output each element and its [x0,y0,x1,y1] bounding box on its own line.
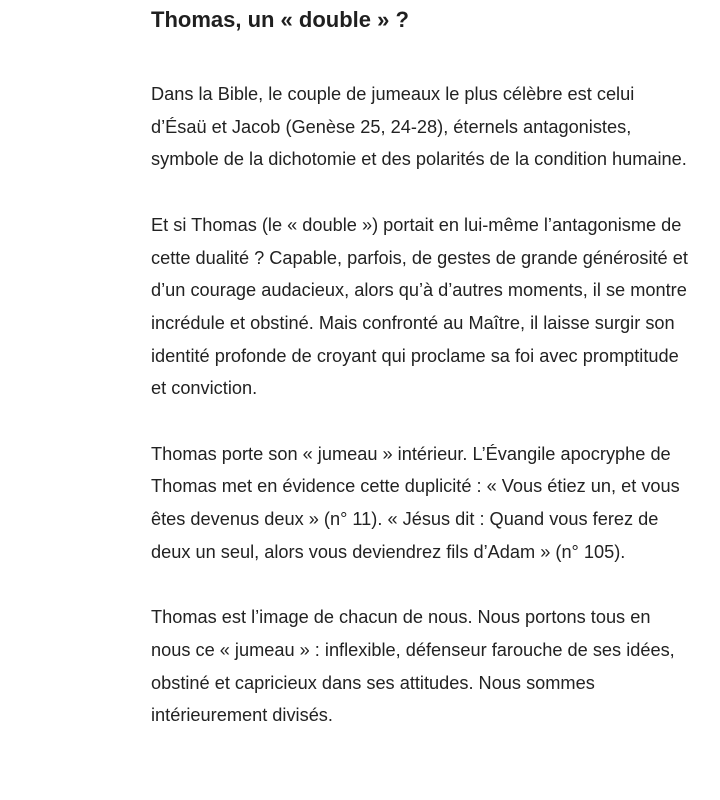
paragraph-image-of-us: Thomas est l’image de chacun de nous. Nous portons tous en nous ce « jumeau » : inflexible, défenseur farouche de ses idées, obstiné et capricieux dans ses attitudes. Nous sommes intérieurement divisés. [151,607,675,726]
paragraph-inner-twin: Thomas porte son « jumeau » intérieur. L’Évangile apocryphe de Thomas met en évidence cette duplicité : « Vous étiez un, et vous êtes devenus deux » (n° 11). « Jésus dit : Quand vous ferez de deux un seul, alors vous deviendrez fils d’Adam » (n° 105). [151,443,680,562]
paragraph-esau-jacob: Dans la Bible, le couple de jumeaux le plus célèbre est celui d’Ésaü et Jacob (Genèse 25, 24-28), éternels antagonistes, symbole de la dichotomie et des polarités de la condition humaine. [151,84,687,170]
article-title: Thomas, un « double » ? [151,7,409,32]
paragraph-thomas-duality: Et si Thomas (le « double ») portait en lui-même l’antagonisme de cette dualité ? Capable, parfois, de gestes de grande générosité et d’un courage audacieux, alors qu’à d’autres moments, il se montre incrédule et obstiné. Mais confronté au Maître, il laisse surgir son identité profonde de croyant qui proclame sa foi avec promptitude et conviction. [151,214,688,399]
